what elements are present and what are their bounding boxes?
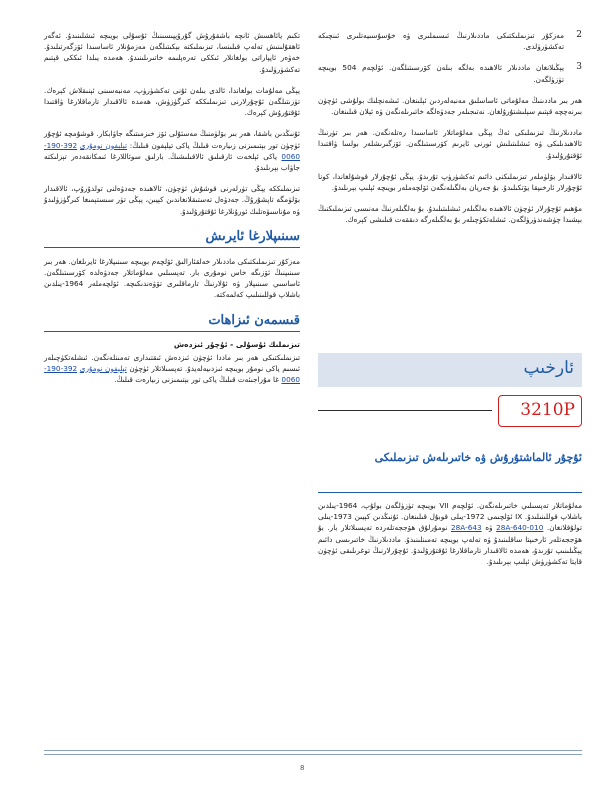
code-divider	[318, 410, 492, 411]
entry-text-h: نومۇرلۇق ھۆججەتلەردە تەپسىلاتلار بار. بۇ ھۆججەتلەر ئارخىپتا ساقلىنىدۇ ۋە تەلەپ بويىچە تەمىنلىنىدۇ. ماددىلارنىڭ خاتىرىسى دائىم يېڭىلىنىپ تۇرىدۇ، ھەمدە ئالاقىدار تارماقلارغا ئۇقتۇرۇلىدۇ. ئۇچۇرلارنىڭ توغرىلىقى ئۈچۈن قايتا تەكشۈرۈش ئېلىپ بېرىلىدۇ.	[318, 523, 582, 567]
category-band	[318, 353, 582, 387]
classification-text: مەزكۇر تىزىملىكتىكى ماددىلار خەلقئارالىق ئۆلچەم بويىچە سىنىپلارغا ئايرىلغان. ھەر بىر سىنىپنىڭ ئۆزىگە خاس نومۇرى بار. تەپسىلىي مەلۇماتلار جەدۋەلدە كۆرسىتىلگەن. ئاساسىي سىنىپلار ۋە ئۇلارنىڭ تارماقلىرى تۆۋەندىكىچە. ئۆلچەملەر	[44, 256, 300, 289]
right-paragraph-2: ماددىلارنىڭ تىزىملىكى ئەڭ يېڭى مەلۇماتلار ئاساسىدا رەتلەنگەن. ھەر بىر تۈرنىڭ ئالاھىدىلىكى ۋە ئىشلىتىلىش ئورنى ئايرىم كۆرسىتىلگەن. ئۆزگىرىشلەر بولسا ۋاقتىدا ئۇقتۇرۇلىدۇ.	[318, 128, 582, 160]
entry-text-f: -يىلى تولۇقلانغان.	[318, 512, 582, 533]
section-heading-classification: سىنىپلارغا ئايرىش	[44, 229, 300, 248]
phone-link-number[interactable]: 392-190-0060	[44, 140, 300, 161]
category-band-title: ئارخىپ	[523, 358, 574, 378]
entry-std-1: VII	[439, 501, 449, 510]
notes-phone-link-number[interactable]: 392-190-0060	[44, 363, 300, 385]
footer-rule-1	[44, 750, 582, 751]
list-item	[318, 30, 582, 52]
entry-year-3: 1973	[333, 512, 352, 522]
notes-paragraph	[44, 352, 300, 386]
entry-text-g: ۋە	[481, 523, 497, 533]
right-paragraph-4: مۇھىم ئۇچۇرلار ئۈچۈن ئالاھىدە بەلگىلەر ئىشلىتىلىدۇ. بۇ بەلگىلەرنىڭ مەنىسى تىزىملىكنىڭ بېشىدا چۈشەندۈرۈلگەن. ئىشلەتكۈچىلەر بۇ بەلگىلەرگە دىققەت قىلىشى كېرەك.	[318, 204, 582, 225]
right-paragraph-1: ھەر بىر ماددىنىڭ مەلۇماتى ئاساسلىق مەنبەلەردىن ئېلىنغان. ئىشەنچلىك بولۇشى ئۈچۈن بىرنەچچە قېتىم سېلىشتۇرۇلغان. نەتىجىلەر جەدۋەلگە خاتىرىلەنگەن ۋە ئېلان قىلىنغان.	[318, 95, 582, 117]
right-paragraph-3: ئالاقىدار بۆلۈملەر تىزىملىكنى دائىم تەكشۈرۈپ تۇرىدۇ. يېڭى ئۇچۇرلار قوشۇلغاندا، كونا ئۇچۇرلار ئارخىپقا يۆتكىلىدۇ. بۇ جەريان بەلگىلەنگەن ئۆلچەملەر بويىچە ئېلىپ بېرىلىدۇ.	[318, 171, 582, 193]
list-item-number: 3	[576, 62, 582, 73]
left-column	[44, 30, 300, 395]
entry-text-b: بويىچە تۈزۈلگەن بولۇپ،	[357, 501, 440, 510]
entry-doc-link-1[interactable]: 28A-640-010	[496, 523, 544, 533]
list-item-text: مەزكۇر تىزىملىكتىكى ماددىلارنىڭ ئىسىملىرى ۋە خۇسۇسىيەتلىرى ئىنچىكە تەكشۈرۈلدى.	[318, 31, 564, 52]
left-paragraph-2: يېڭى مەلۇمات بولغاندا، ئالدى بىلەن ئۇنى تەكشۈرۈپ، مەنبەسىنى ئېنىقلاش كېرەك. تۈزىتىلگەن ئۇچۇرلارنى تىزىملىككە كىرگۈزۈش، ھەمدە ئالاقىدار تارماقلارغا ۋاقتىدا ئۇقتۇرۇش كېرەك.	[44, 85, 300, 118]
entry-text-c: -يىلدىن باشلاپ قوللىنىلىدۇ.	[318, 501, 582, 522]
notes-tail: غا مۇراجىئەت قىلىڭ ياكى تور بېتىمىزنى زىيارەت قىلىڭ.	[114, 375, 282, 385]
phone-link-label[interactable]: تېلېفون نومۇرى	[79, 140, 128, 150]
list-item-text: يېڭىلانغان ماددىلار ئالاھىدە بەلگە بىلەن كۆرسىتىلگەن. ئۆلچەم 504 بويىچە تۈزۈلگەن.	[318, 63, 564, 84]
list-item-number: 2	[576, 30, 582, 40]
entry-year-1: 1964	[338, 501, 358, 510]
classification-paragraph	[44, 256, 300, 301]
entry-doc-link-2[interactable]: 28A-643	[450, 523, 482, 533]
entry-text-d: ئۆلچىمى	[484, 512, 516, 522]
footer-rule-2	[44, 754, 582, 755]
right-column-top	[318, 30, 582, 236]
section-heading-notes: قىسمەن ئىزاھات	[44, 313, 300, 332]
left-paragraph-1: تكىم يائاھسش ئانچە باشقۇرۇش گۇرۇپپىسىنىڭ ئۇسۇلى بويىچە ئىشلىنىدۇ. ئەگەر ئاھقۇلىنىش تەلەپ قىلىنسا، تىزىملىكتە بېكىتىلگەن مەزمۇنلار ئاساسىدا ئۆزگەرتىلىدۇ. خەۋەر ئاپپاراتى بولغانلار ئىككى تەرەپلىمە خاتىرىلىنىدۇ. ھەمدە يىلدا ئىككى قېتىم تەكشۈرۈلىدۇ.	[44, 31, 300, 74]
notes-phone-link-label[interactable]: تېلېفون نومۇرى	[79, 363, 127, 373]
entry-title: ئۇچۇر ئالماشتۇرۇش ۋە خاتىرىلەش تىزىملىكى	[374, 451, 582, 464]
classification-tail: -يىلدىن باشلاپ قوللىنىلىپ كەلمەكتە.	[44, 279, 300, 300]
code-badge-text: 3210P	[520, 400, 575, 420]
entry-title-underline	[318, 492, 582, 493]
left-paragraph-3-tail: ياكى ئېلخەت ئارقىلىق ئالاقىلىشىڭ. بارلىق سوئاللارغا ئىمكانقەدەر تېزلىكتە جاۋاب بېرىلىدۇ.	[44, 151, 300, 173]
notes-text: تىزىملىكتىكى ھەر بىر ماددا ئۈچۈن ئىزدەش ئىقتىدارى تەمىنلەنگەن. ئىشلەتكۈچىلەر ئىسىم ياكى نومۇر بويىچە ئىزدىيەلەيدۇ. تەپسىلاتلار ئۈچۈن	[44, 352, 301, 373]
notes-subheading: تىزىملىك ئۇسۇلى - ئۇچۇر ئىزدەش	[173, 339, 300, 349]
right-column-body	[318, 500, 582, 577]
list-item	[318, 62, 582, 84]
entry-year-2: 1972	[466, 512, 485, 522]
entry-paragraph	[318, 500, 582, 567]
page-number: 8	[300, 764, 305, 772]
code-row	[318, 395, 582, 427]
left-paragraph-3	[44, 128, 300, 173]
code-badge	[498, 395, 582, 427]
left-paragraph-3-text: ئۇنىڭدىن باشقا، ھەر بىر بۆلۈمنىڭ مەسئۇلى ئۆز خىزمىتىگە جاۋابكار. قوشۇمچە ئۇچۇر ئۈچۈن تور بېتىمىزنى زىيارەت قىلىڭ ياكى تېلېفون قىلىڭ:	[44, 129, 300, 150]
entry-text-a: مەلۇماتلار تەپسىلىي خاتىرىلەنگەن. ئۆلچەم	[448, 501, 582, 510]
classification-year: 1964	[64, 279, 84, 289]
left-paragraph-4: تىزىملىككە يېڭى تۈرلەرنى قوشۇش ئۈچۈن، ئالاھىدە جەدۋەلنى تولدۇرۇپ، ئالاقىدار بۆلۈمگە تاپشۇرۇڭ. جەدۋەل تەستىقلانغاندىن كېيىن، يېڭى تۈر سىستېمىغا كىرگۈزۈلىدۇ ۋە مۇناسىۋەتلىك ئورۇنلارغا ئۇقتۇرۇلىدۇ.	[44, 184, 300, 216]
entry-std-2: IX	[515, 512, 523, 522]
entry-text-e: -يىلى قوبۇل قىلىنغان. ئۇنىڭدىن كېيىن	[351, 512, 466, 522]
